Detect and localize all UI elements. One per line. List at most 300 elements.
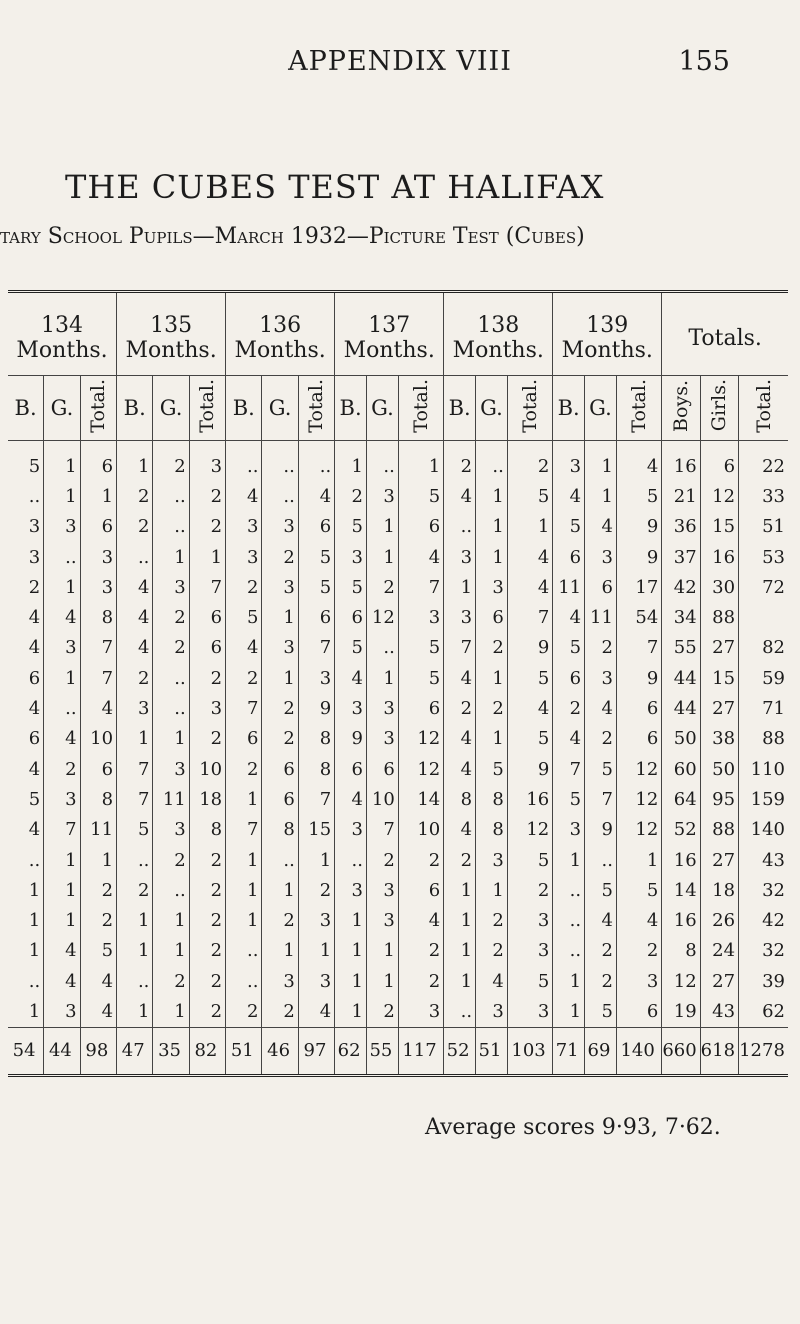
- table-cell: 6: [80, 754, 116, 784]
- table-cell: 5: [553, 512, 585, 542]
- table-cell: 39: [762, 970, 785, 992]
- table-cell: 4: [398, 542, 443, 572]
- table-cell: 3: [153, 815, 189, 845]
- table-cell: 2: [585, 633, 617, 663]
- table-cell: 1: [117, 905, 153, 935]
- table-cell: 2: [189, 875, 225, 905]
- table-cell: 3: [189, 693, 225, 723]
- table-cell: 2: [153, 845, 189, 875]
- table-cell: 2: [153, 633, 189, 663]
- table-cell: 4: [616, 441, 661, 482]
- column-header-label: G.: [159, 396, 183, 420]
- table-cell: 6: [398, 512, 443, 542]
- table-cell: 1: [444, 572, 476, 602]
- group-header: 134 Months.: [8, 292, 117, 376]
- table-cell: 27: [700, 693, 738, 723]
- table-cell: 27: [700, 966, 738, 996]
- table-cell: 11: [153, 784, 189, 814]
- table-cell: 4: [444, 754, 476, 784]
- table-cell: 1: [226, 905, 262, 935]
- table-cell: ..: [553, 905, 585, 935]
- table-cell: 2: [117, 512, 153, 542]
- table-cell: 2: [476, 905, 508, 935]
- table-cell: 8: [189, 815, 225, 845]
- table-cell: 1: [298, 936, 334, 966]
- table-cell: 7: [117, 754, 153, 784]
- table-cell: 8: [262, 815, 298, 845]
- column-header: [616, 376, 661, 441]
- table-cell: 5: [298, 572, 334, 602]
- table-cell: 19: [662, 996, 700, 1027]
- table-cell: 4: [117, 602, 153, 632]
- table-cell: 1: [367, 542, 399, 572]
- table-cell: 3: [335, 693, 367, 723]
- table-cell: 6: [553, 663, 585, 693]
- column-header: [298, 376, 334, 441]
- table-cell: 5: [398, 633, 443, 663]
- table-cell: 3: [367, 481, 399, 511]
- table-cell: 5: [507, 663, 552, 693]
- table-cell: 4: [8, 633, 44, 663]
- table-cell: 1: [476, 724, 508, 754]
- table-cell: 6: [335, 754, 367, 784]
- table-cell: 5: [507, 481, 552, 511]
- column-header-label: G.: [50, 396, 74, 420]
- table-cell: 6: [585, 572, 617, 602]
- subheader-row: [8, 376, 788, 441]
- table-cell: 1: [117, 724, 153, 754]
- table-cell: 16: [662, 441, 700, 482]
- table-cell: 8: [662, 936, 700, 966]
- table-cell: 3: [262, 633, 298, 663]
- table-cell: 16: [507, 784, 552, 814]
- table-cell: 3: [262, 512, 298, 542]
- table-cell: 2: [117, 481, 153, 511]
- table-cell: 6: [398, 875, 443, 905]
- total-cell: 62: [335, 1027, 367, 1075]
- table-cell: 8: [80, 602, 116, 632]
- table-cell: ..: [262, 481, 298, 511]
- table-row: [8, 966, 788, 996]
- table-cell: 3: [298, 905, 334, 935]
- table-cell: 110: [750, 758, 785, 780]
- table-cell: 1: [298, 845, 334, 875]
- table-cell: ..: [553, 875, 585, 905]
- table-cell: 2: [298, 875, 334, 905]
- table-cell: 9: [585, 815, 617, 845]
- table-cell: 11: [80, 815, 116, 845]
- table-cell: ..: [367, 441, 399, 482]
- table-cell: 2: [398, 966, 443, 996]
- table-cell: 4: [585, 512, 617, 542]
- table-cell: 5: [80, 936, 116, 966]
- table-cell: ..: [367, 633, 399, 663]
- column-header-label: Total.: [87, 378, 110, 433]
- table-cell: 7: [226, 693, 262, 723]
- table-cell: 4: [80, 693, 116, 723]
- table-cell: 3: [507, 996, 552, 1027]
- table-cell: 50: [662, 724, 700, 754]
- table-cell: 10: [189, 754, 225, 784]
- table-cell: 3: [117, 693, 153, 723]
- table-cell: ..: [8, 845, 44, 875]
- table-cell: 64: [662, 784, 700, 814]
- table-cell: 4: [507, 693, 552, 723]
- table-row: [8, 663, 788, 693]
- table-cell: 5: [398, 663, 443, 693]
- table-cell: 4: [44, 602, 80, 632]
- table-cell: 7: [298, 784, 334, 814]
- table-cell: 9: [616, 663, 661, 693]
- column-header-label: B.: [14, 396, 37, 420]
- table-cell: 1: [262, 875, 298, 905]
- table-cell: 3: [262, 572, 298, 602]
- table-cell: 1: [335, 966, 367, 996]
- table-cell: 1: [476, 481, 508, 511]
- table-row: [8, 845, 788, 875]
- table-cell: 5: [8, 784, 44, 814]
- table-cell: 5: [616, 481, 661, 511]
- table-cell: 88: [762, 728, 785, 750]
- table-cell: 4: [553, 602, 585, 632]
- table-cell: 2: [226, 754, 262, 784]
- table-cell: 3: [507, 905, 552, 935]
- column-header: [226, 376, 262, 441]
- table-cell: 71: [762, 698, 785, 720]
- table-cell: 34: [662, 602, 700, 632]
- table-cell: 6: [8, 724, 44, 754]
- total-cell: 82: [189, 1027, 225, 1075]
- table-cell: 8: [298, 724, 334, 754]
- table-cell: 6: [367, 754, 399, 784]
- table-cell: 3: [476, 572, 508, 602]
- table-cell: 44: [662, 693, 700, 723]
- table-cell: ..: [8, 966, 44, 996]
- table-cell: 5: [553, 633, 585, 663]
- table-cell: 9: [507, 754, 552, 784]
- table-cell: 3: [476, 845, 508, 875]
- column-header: [739, 376, 788, 441]
- table-cell: 4: [117, 572, 153, 602]
- table-cell: 2: [262, 542, 298, 572]
- column-header-label: Girls.: [708, 379, 731, 432]
- group-header-row: [8, 292, 788, 376]
- table-cell: 88: [700, 815, 738, 845]
- table-cell: 2: [476, 633, 508, 663]
- table-cell: ..: [153, 663, 189, 693]
- table-cell: 15: [700, 512, 738, 542]
- group-header: Totals.: [662, 292, 788, 376]
- table-cell: 32: [762, 879, 785, 901]
- column-header-label: Total.: [628, 378, 651, 433]
- table-cell: 3: [553, 441, 585, 482]
- table-row: [8, 905, 788, 935]
- table-cell: 2: [189, 724, 225, 754]
- table-cell: 51: [762, 516, 785, 538]
- table-cell: 1: [226, 875, 262, 905]
- table-cell: 6: [700, 441, 738, 482]
- table-cell: 3: [44, 633, 80, 663]
- table-cell: 7: [189, 572, 225, 602]
- total-cell: 47: [117, 1027, 153, 1075]
- table-cell: 2: [367, 572, 399, 602]
- table-cell: 2: [335, 481, 367, 511]
- table-cell: 3: [507, 936, 552, 966]
- table-cell: ..: [226, 966, 262, 996]
- table-cell: 12: [616, 754, 661, 784]
- table-cell: 37: [662, 542, 700, 572]
- column-header-label: Total.: [519, 378, 542, 433]
- table-cell: 6: [262, 784, 298, 814]
- column-header: [80, 376, 116, 441]
- table-cell: 2: [80, 905, 116, 935]
- table-cell: 8: [476, 784, 508, 814]
- table-row: [8, 996, 788, 1027]
- table-cell: 1: [553, 966, 585, 996]
- table-cell: 3: [80, 542, 116, 572]
- table-cell: 1: [117, 996, 153, 1027]
- table-cell: ..: [44, 542, 80, 572]
- table-cell: 26: [700, 905, 738, 935]
- table-cell: 10: [367, 784, 399, 814]
- table-cell: 1: [398, 441, 443, 482]
- table-cell: 3: [44, 996, 80, 1027]
- table-cell: 1: [44, 572, 80, 602]
- scores-table-container: [8, 290, 788, 1077]
- table-cell: 1: [367, 663, 399, 693]
- table-cell: 8: [444, 784, 476, 814]
- table-cell: 2: [226, 663, 262, 693]
- table-cell: 2: [262, 905, 298, 935]
- total-cell: 71: [553, 1027, 585, 1075]
- table-cell: 3: [8, 542, 44, 572]
- table-cell: 7: [585, 784, 617, 814]
- table-cell: 7: [44, 815, 80, 845]
- total-cell: 660: [662, 1027, 700, 1075]
- table-cell: 10: [398, 815, 443, 845]
- table-cell: 12: [616, 815, 661, 845]
- table-cell: 55: [662, 633, 700, 663]
- table-cell: ..: [585, 845, 617, 875]
- table-cell: 42: [662, 572, 700, 602]
- column-header-label: G.: [268, 396, 292, 420]
- column-header-label: Total.: [752, 378, 775, 433]
- table-cell: 53: [762, 546, 785, 568]
- total-cell: 46: [262, 1027, 298, 1075]
- table-cell: ..: [298, 441, 334, 482]
- table-row: [8, 724, 788, 754]
- table-cell: 15: [298, 815, 334, 845]
- table-cell: ..: [476, 441, 508, 482]
- table-cell: 4: [444, 481, 476, 511]
- table-cell: 4: [117, 633, 153, 663]
- total-cell: 103: [507, 1027, 552, 1075]
- table-cell: 6: [8, 663, 44, 693]
- table-cell: 4: [298, 996, 334, 1027]
- table-row: [8, 875, 788, 905]
- table-body: [8, 441, 788, 1076]
- column-header-label: B.: [339, 396, 362, 420]
- table-cell: 4: [298, 481, 334, 511]
- table-cell: 6: [298, 602, 334, 632]
- column-header: [662, 376, 700, 441]
- table-cell: 30: [700, 572, 738, 602]
- table-cell: 5: [335, 512, 367, 542]
- table-subheading: tary School Pupils—March 1932—Picture Test (Cubes): [0, 224, 585, 249]
- table-cell: 3: [80, 572, 116, 602]
- table-cell: 7: [398, 572, 443, 602]
- table-cell: 1: [44, 905, 80, 935]
- table-row: [8, 602, 788, 632]
- table-cell: 3: [44, 512, 80, 542]
- table-cell: 1: [335, 905, 367, 935]
- table-cell: 5: [507, 966, 552, 996]
- table-cell: 1: [476, 875, 508, 905]
- table-cell: 4: [226, 633, 262, 663]
- table-cell: 3: [444, 602, 476, 632]
- column-header-label: Total.: [410, 378, 433, 433]
- table-cell: 5: [616, 875, 661, 905]
- table-cell: 5: [553, 784, 585, 814]
- table-cell: 1: [153, 905, 189, 935]
- table-cell: 1: [553, 845, 585, 875]
- table-cell: 6: [226, 724, 262, 754]
- table-cell: 32: [762, 940, 785, 962]
- table-cell: 95: [700, 784, 738, 814]
- column-header-label: B.: [123, 396, 146, 420]
- total-cell: 98: [80, 1027, 116, 1075]
- column-header: [398, 376, 443, 441]
- table-cell: 6: [616, 693, 661, 723]
- table-cell: 27: [700, 633, 738, 663]
- table-cell: 7: [226, 815, 262, 845]
- column-header: [262, 376, 298, 441]
- total-cell: 35: [153, 1027, 189, 1075]
- running-head-title: APPENDIX VIII: [288, 46, 512, 77]
- table-cell: 1: [476, 663, 508, 693]
- table-cell: 4: [444, 815, 476, 845]
- column-header: [189, 376, 225, 441]
- total-cell: 51: [226, 1027, 262, 1075]
- table-cell: ..: [153, 481, 189, 511]
- table-cell: 6: [262, 754, 298, 784]
- table-cell: 43: [762, 849, 785, 871]
- table-cell: 6: [398, 693, 443, 723]
- table-cell: 52: [662, 815, 700, 845]
- table-cell: 2: [189, 936, 225, 966]
- table-row: [8, 784, 788, 814]
- table-cell: 2: [398, 936, 443, 966]
- table-cell: 4: [507, 542, 552, 572]
- table-cell: 4: [44, 724, 80, 754]
- table-cell: 2: [117, 663, 153, 693]
- table-cell: ..: [44, 693, 80, 723]
- table-cell: 18: [189, 784, 225, 814]
- table-cell: 14: [662, 875, 700, 905]
- table-row: [8, 572, 788, 602]
- group-header: 136 Months.: [226, 292, 335, 376]
- table-cell: 5: [335, 572, 367, 602]
- table-cell: 2: [444, 845, 476, 875]
- total-cell: 52: [444, 1027, 476, 1075]
- column-header-label: Total.: [196, 378, 219, 433]
- table-cell: 1: [367, 966, 399, 996]
- table-cell: 4: [335, 784, 367, 814]
- table-cell: 7: [553, 754, 585, 784]
- table-cell: 140: [750, 819, 785, 841]
- running-head: [0, 46, 800, 86]
- table-cell: 2: [367, 845, 399, 875]
- table-cell: 1: [585, 481, 617, 511]
- table-cell: 5: [8, 441, 44, 482]
- table-cell: 2: [226, 996, 262, 1027]
- table-cell: 50: [700, 754, 738, 784]
- table-cell: 11: [553, 572, 585, 602]
- table-cell: 12: [398, 754, 443, 784]
- total-cell: 51: [476, 1027, 508, 1075]
- column-header: [507, 376, 552, 441]
- total-cell: 54: [8, 1027, 44, 1075]
- table-row: [8, 481, 788, 511]
- table-cell: 4: [444, 663, 476, 693]
- table-cell: ..: [226, 936, 262, 966]
- table-cell: 4: [616, 905, 661, 935]
- table-row: [8, 512, 788, 542]
- table-cell: 1: [335, 936, 367, 966]
- table-cell: 1: [189, 542, 225, 572]
- table-cell: 4: [553, 724, 585, 754]
- table-cell: ..: [153, 875, 189, 905]
- table-cell: 2: [189, 966, 225, 996]
- table-cell: 1: [80, 481, 116, 511]
- table-cell: 5: [117, 815, 153, 845]
- table-cell: 2: [585, 966, 617, 996]
- table-cell: 4: [8, 815, 44, 845]
- table-cell: ..: [117, 542, 153, 572]
- column-header: [335, 376, 367, 441]
- table-cell: 1: [44, 875, 80, 905]
- total-cell: 55: [367, 1027, 399, 1075]
- table-row: [8, 542, 788, 572]
- table-cell: 2: [476, 936, 508, 966]
- table-cell: 1: [44, 441, 80, 482]
- table-cell: 88: [700, 602, 738, 632]
- table-cell: 3: [585, 663, 617, 693]
- column-header: [585, 376, 617, 441]
- column-header-label: Boys.: [669, 379, 692, 432]
- column-header: [553, 376, 585, 441]
- table-cell: 3: [335, 542, 367, 572]
- table-cell: 5: [298, 542, 334, 572]
- table-cell: 4: [226, 481, 262, 511]
- table-cell: 7: [117, 784, 153, 814]
- table-cell: 3: [367, 875, 399, 905]
- table-cell: 1: [507, 512, 552, 542]
- column-header-label: G.: [371, 396, 394, 420]
- group-header: 138 Months.: [444, 292, 553, 376]
- table-cell: ..: [553, 936, 585, 966]
- table-cell: 24: [700, 936, 738, 966]
- table-cell: 12: [367, 602, 399, 632]
- table-cell: 1: [262, 663, 298, 693]
- table-cell: 1: [153, 724, 189, 754]
- table-cell: 3: [553, 815, 585, 845]
- table-cell: 12: [616, 784, 661, 814]
- table-cell: 16: [662, 845, 700, 875]
- table-cell: 9: [507, 633, 552, 663]
- table-row: [8, 754, 788, 784]
- table-cell: 44: [662, 663, 700, 693]
